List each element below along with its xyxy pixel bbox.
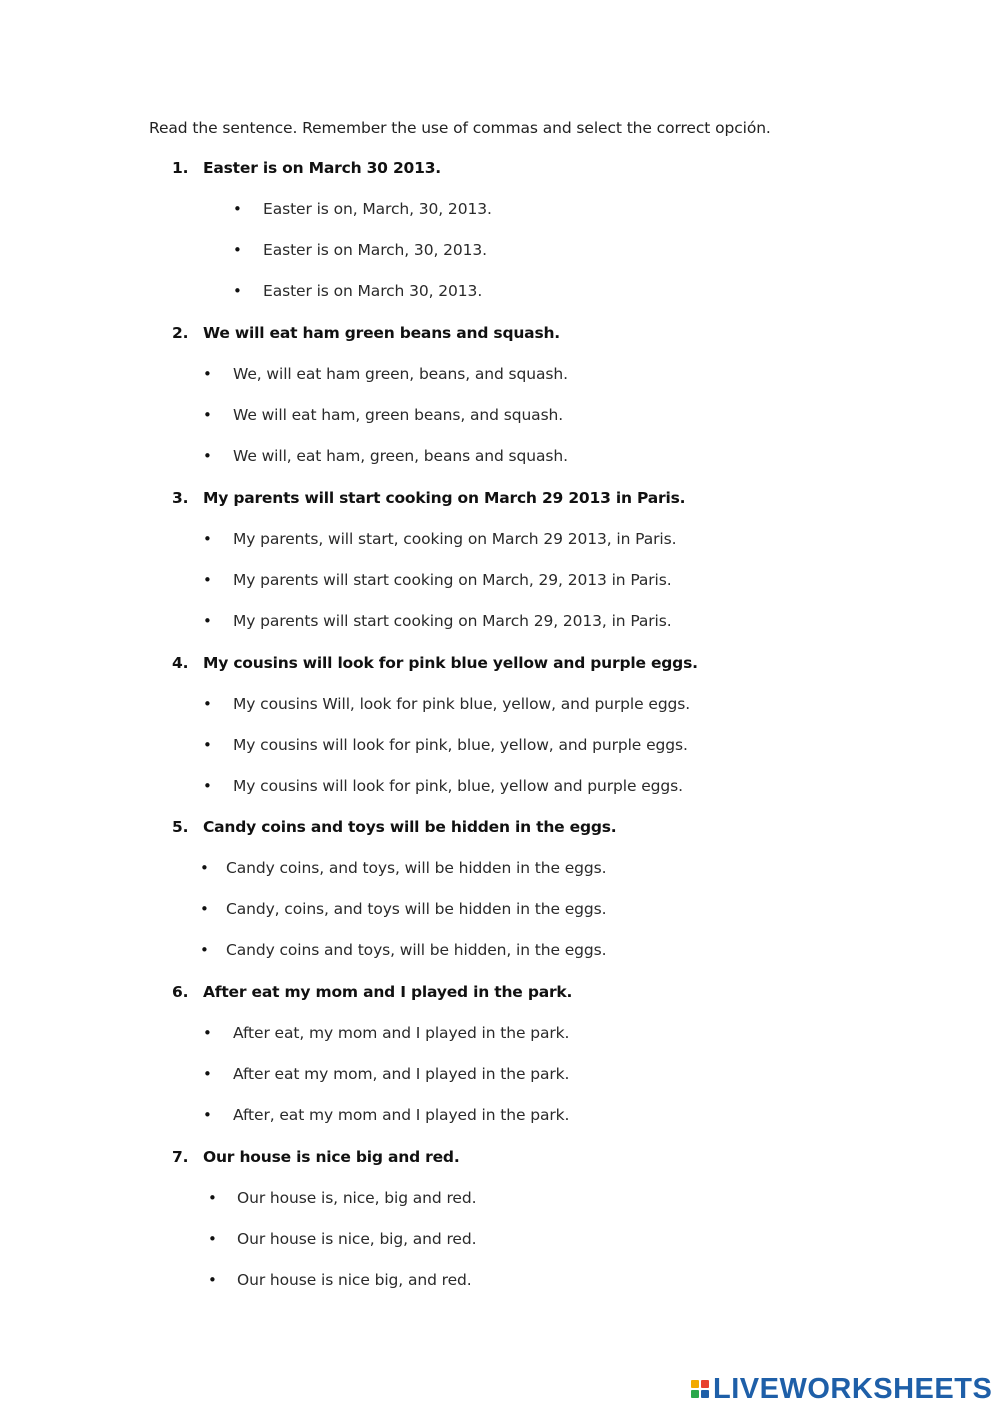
bullet-icon: • bbox=[203, 1024, 212, 1042]
bullet-icon: • bbox=[203, 777, 212, 795]
bullet-icon: • bbox=[208, 1230, 217, 1248]
question-prompt bbox=[172, 818, 617, 836]
question-prompt bbox=[172, 324, 560, 342]
answer-option-text: We, will eat ham green, beans, and squash. bbox=[233, 365, 568, 383]
bullet-icon: • bbox=[233, 241, 242, 259]
answer-option[interactable] bbox=[203, 612, 979, 634]
bullet-icon: • bbox=[233, 200, 242, 218]
answer-option-text: Our house is nice big, and red. bbox=[237, 1271, 472, 1289]
question-prompt bbox=[172, 159, 441, 177]
bullet-icon: • bbox=[200, 859, 209, 877]
question-prompt bbox=[172, 1148, 460, 1166]
bullet-icon: • bbox=[203, 365, 212, 383]
question-text: Candy coins and toys will be hidden in the eggs. bbox=[203, 818, 617, 836]
answer-option[interactable] bbox=[200, 859, 979, 881]
answer-option[interactable] bbox=[203, 447, 979, 469]
question-text: We will eat ham green beans and squash. bbox=[203, 324, 560, 342]
logo-square-green bbox=[691, 1390, 699, 1398]
bullet-icon: • bbox=[203, 695, 212, 713]
bullet-icon: • bbox=[203, 571, 212, 589]
logo-square-red bbox=[701, 1380, 709, 1388]
question-text: After eat my mom and I played in the park. bbox=[203, 983, 573, 1001]
answer-option-text: After eat my mom, and I played in the park. bbox=[233, 1065, 570, 1083]
answer-option-text: Candy coins and toys, will be hidden, in the eggs. bbox=[226, 941, 607, 959]
answer-option-text: My parents, will start, cooking on March 29 2013, in Paris. bbox=[233, 530, 677, 548]
question-number: 3. bbox=[172, 489, 189, 507]
question-prompt bbox=[172, 983, 572, 1001]
answer-option[interactable] bbox=[208, 1271, 979, 1293]
liveworksheets-logo bbox=[691, 1372, 992, 1406]
answer-option-text: Our house is, nice, big and red. bbox=[237, 1189, 477, 1207]
question-number: 1. bbox=[172, 159, 189, 177]
bullet-icon: • bbox=[203, 447, 212, 465]
answer-option[interactable] bbox=[203, 736, 979, 758]
bullet-icon: • bbox=[203, 1065, 212, 1083]
liveworksheets-logo-icon bbox=[691, 1380, 709, 1398]
answer-option-text: We will, eat ham, green, beans and squash. bbox=[233, 447, 568, 465]
question-number: 5. bbox=[172, 818, 189, 836]
answer-option[interactable] bbox=[233, 241, 979, 263]
answer-option[interactable] bbox=[203, 1065, 979, 1087]
question-text: Our house is nice big and red. bbox=[203, 1148, 460, 1166]
answer-option[interactable] bbox=[203, 1106, 979, 1128]
bullet-icon: • bbox=[203, 1106, 212, 1124]
answer-option-text: Candy, coins, and toys will be hidden in the eggs. bbox=[226, 900, 607, 918]
answer-option[interactable] bbox=[203, 777, 979, 799]
question-text: Easter is on March 30 2013. bbox=[203, 159, 441, 177]
answer-option[interactable] bbox=[203, 406, 979, 428]
answer-option[interactable] bbox=[200, 900, 979, 922]
bullet-icon: • bbox=[208, 1189, 217, 1207]
answer-option-text: We will eat ham, green beans, and squash. bbox=[233, 406, 564, 424]
answer-option-text: Easter is on March 30, 2013. bbox=[263, 282, 483, 300]
question-number: 4. bbox=[172, 654, 189, 672]
logo-text: LIVEWORKSHEETS bbox=[713, 1372, 993, 1405]
bullet-icon: • bbox=[203, 612, 212, 630]
question-text: My cousins will look for pink blue yellow and purple eggs. bbox=[203, 654, 698, 672]
question-text: My parents will start cooking on March 29 2013 in Paris. bbox=[203, 489, 686, 507]
question-number: 2. bbox=[172, 324, 189, 342]
answer-option-text: My cousins will look for pink, blue, yellow, and purple eggs. bbox=[233, 736, 688, 754]
bullet-icon: • bbox=[203, 736, 212, 754]
question-number: 7. bbox=[172, 1148, 189, 1166]
bullet-icon: • bbox=[208, 1271, 217, 1289]
question-prompt bbox=[172, 489, 685, 507]
answer-option-text: Our house is nice, big, and red. bbox=[237, 1230, 477, 1248]
answer-option-text: Easter is on, March, 30, 2013. bbox=[263, 200, 492, 218]
bullet-icon: • bbox=[233, 282, 242, 300]
answer-option[interactable] bbox=[233, 282, 979, 304]
logo-square-blue bbox=[701, 1390, 709, 1398]
instructions-text: Read the sentence. Remember the use of commas and select the correct opción. bbox=[149, 119, 771, 137]
answer-option-text: My parents will start cooking on March 29, 2013, in Paris. bbox=[233, 612, 672, 630]
answer-option[interactable] bbox=[203, 1024, 979, 1046]
answer-option[interactable] bbox=[203, 530, 979, 552]
answer-option[interactable] bbox=[208, 1189, 979, 1211]
answer-option-text: My parents will start cooking on March, 29, 2013 in Paris. bbox=[233, 571, 672, 589]
answer-option-text: After eat, my mom and I played in the park. bbox=[233, 1024, 570, 1042]
answer-option[interactable] bbox=[200, 941, 979, 963]
bullet-icon: • bbox=[200, 900, 209, 918]
bullet-icon: • bbox=[200, 941, 209, 959]
answer-option[interactable] bbox=[208, 1230, 979, 1252]
answer-option-text: My cousins Will, look for pink blue, yellow, and purple eggs. bbox=[233, 695, 691, 713]
answer-option[interactable] bbox=[203, 365, 979, 387]
answer-option-text: Easter is on March, 30, 2013. bbox=[263, 241, 487, 259]
question-number: 6. bbox=[172, 983, 189, 1001]
answer-option[interactable] bbox=[203, 571, 979, 593]
bullet-icon: • bbox=[203, 530, 212, 548]
answer-option[interactable] bbox=[233, 200, 979, 222]
bullet-icon: • bbox=[203, 406, 212, 424]
answer-option-text: Candy coins, and toys, will be hidden in the eggs. bbox=[226, 859, 607, 877]
answer-option-text: My cousins will look for pink, blue, yellow and purple eggs. bbox=[233, 777, 683, 795]
answer-option-text: After, eat my mom and I played in the park. bbox=[233, 1106, 570, 1124]
question-prompt bbox=[172, 654, 698, 672]
logo-square-yellow bbox=[691, 1380, 699, 1388]
answer-option[interactable] bbox=[203, 695, 979, 717]
